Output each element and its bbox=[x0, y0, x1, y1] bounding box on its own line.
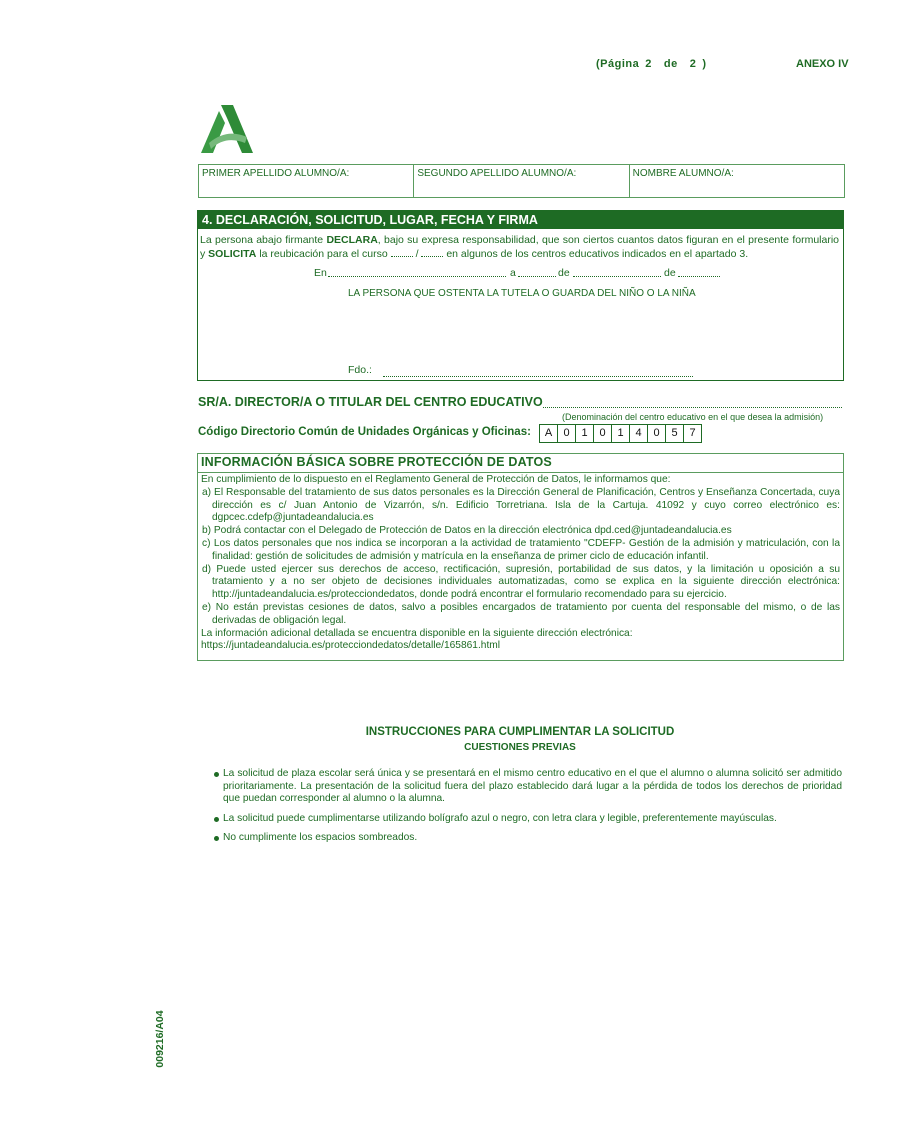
page-current: 2 bbox=[645, 58, 652, 70]
code-char: 0 bbox=[593, 424, 612, 443]
second-surname-label: SEGUNDO APELLIDO ALUMNO/A: bbox=[417, 168, 577, 179]
place-en-label: En bbox=[314, 267, 327, 279]
data-protection-url[interactable]: https://juntadeandalucia.es/protecciondedatos/detalle/165861.html bbox=[201, 640, 501, 652]
place-a-label: a bbox=[510, 267, 516, 279]
course-separator: / bbox=[415, 248, 419, 260]
bullet-icon bbox=[214, 772, 219, 777]
student-name-field[interactable] bbox=[630, 165, 844, 197]
instruction-text: La solicitud puede cumplimentarse utilizando bolígrafo azul o negro, con letra clara y legible, preferentemente mayúsculas. bbox=[223, 812, 777, 824]
declaration-text-b: , bajo su expresa responsabilidad, que son ciertos cuantos datos figuran en el presente formulario y bbox=[200, 234, 840, 260]
page-header bbox=[0, 58, 912, 72]
director-label: SR/A. DIRECTOR/A O TITULAR DEL CENTRO EDUCATIVO bbox=[198, 395, 543, 409]
declaration-text bbox=[200, 234, 839, 261]
divider bbox=[198, 472, 843, 473]
declaration-section bbox=[197, 210, 844, 381]
signature-field[interactable] bbox=[383, 376, 693, 377]
day-field[interactable] bbox=[518, 267, 556, 277]
bullet-icon bbox=[214, 817, 219, 822]
data-protection-item: b) Podrá contactar con el Delegado de Protección de Datos en la dirección electrónica dpd.ced@juntadeandalucia.es bbox=[202, 525, 732, 537]
declaration-text-d: en algunos de los centros educativos indicados en el apartado 3. bbox=[443, 248, 749, 260]
declaration-text-c: la reubicación para el curso bbox=[256, 248, 391, 260]
month-field[interactable] bbox=[573, 267, 661, 277]
bullet-icon bbox=[214, 836, 219, 841]
data-protection-more-info: La información adicional detallada se encuentra disponible en la siguiente dirección electrónica: bbox=[201, 627, 633, 639]
junta-andalucia-logo-icon bbox=[199, 103, 255, 155]
data-protection-item: a) El Responsable del tratamiento de sus datos personales es la Dirección General de Planificación, Centros y Enseñanza Concertada, cuya dirección es c/ Juan Antonio de Vizarrón, s/n. Edificio Torretriana. Isla de la Cartuja. 41092 y cuyo correo electrónico es: dgpcec.cdefp@juntadeandalucia.es bbox=[202, 486, 840, 524]
page-suffix: ) bbox=[702, 58, 707, 70]
data-protection-item: c) Los datos personales que nos indica se incorporan a la actividad de tratamiento "CDEFP- Gestión de la admisión y matriculación, con la finalidad: gestión de solicitudes de admisión y matrícula en la enseñanza de primer ciclo de educación infantil. bbox=[202, 537, 840, 562]
document-code: 009216/A04 bbox=[154, 1010, 166, 1068]
section-title: 4. DECLARACIÓN, SOLICITUD, LUGAR, FECHA Y FIRMA bbox=[198, 211, 843, 229]
annex-label: ANEXO IV bbox=[796, 58, 849, 70]
course-year-start-field[interactable] bbox=[391, 247, 413, 257]
director-center-field[interactable] bbox=[543, 407, 842, 408]
data-protection-intro: En cumplimiento de lo dispuesto en el Reglamento General de Protección de Datos, le informamos que: bbox=[201, 474, 671, 485]
code-char: 7 bbox=[683, 424, 702, 443]
second-surname-field[interactable] bbox=[414, 165, 629, 197]
code-char: 4 bbox=[629, 424, 648, 443]
code-char: 1 bbox=[611, 424, 630, 443]
page-prefix: (Página bbox=[596, 58, 640, 70]
page-total: 2 bbox=[689, 58, 697, 70]
place-date-line bbox=[198, 267, 843, 281]
first-surname-label: PRIMER APELLIDO ALUMNO/A: bbox=[202, 168, 350, 179]
code-char: 0 bbox=[647, 424, 666, 443]
data-protection-body bbox=[201, 474, 840, 653]
code-char: 5 bbox=[665, 424, 684, 443]
instructions-list bbox=[214, 768, 842, 852]
solicita-word: SOLICITA bbox=[208, 248, 257, 260]
director-note: (Denominación del centro educativo en el que desea la admisión) bbox=[562, 412, 824, 422]
declaration-text-a: La persona abajo firmante bbox=[200, 234, 327, 246]
year-field[interactable] bbox=[678, 267, 720, 277]
place-field[interactable] bbox=[328, 267, 506, 277]
instructions-subtitle: CUESTIONES PREVIAS bbox=[464, 742, 576, 753]
student-name-label: NOMBRE ALUMNO/A: bbox=[632, 168, 734, 179]
page-number bbox=[596, 58, 707, 70]
declara-word: DECLARA bbox=[326, 234, 378, 246]
tutor-label: LA PERSONA QUE OSTENTA LA TUTELA O GUARDA DEL NIÑO O LA NIÑA bbox=[348, 288, 696, 299]
code-char: 1 bbox=[575, 424, 594, 443]
student-names-table bbox=[198, 164, 845, 198]
code-char: A bbox=[539, 424, 558, 443]
data-protection-item: e) No están previstas cesiones de datos, salvo a posibles encargados de tratamiento por cuenta del responsable del mismo, o de las derivadas de obligación legal. bbox=[202, 601, 840, 626]
place-de-label-1: de bbox=[558, 267, 570, 279]
instruction-text: La solicitud de plaza escolar será única y se presentará en el mismo centro educativo en el que el alumno o alumna solicitó ser admitido prioritariamente. La presentación de la solicitud fuera del plazo establecido dará lugar a la pérdida de todos los derechos de prioridad que puedan corresponder al alumno o la alumna. bbox=[223, 768, 842, 804]
list-item bbox=[214, 768, 842, 806]
list-item bbox=[214, 813, 842, 826]
place-de-label-2: de bbox=[664, 267, 676, 279]
instruction-text: No cumplimente los espacios sombreados. bbox=[223, 832, 418, 843]
code-char: 0 bbox=[557, 424, 576, 443]
code-boxes bbox=[539, 424, 701, 443]
instructions-title: INSTRUCCIONES PARA CUMPLIMENTAR LA SOLICITUD bbox=[365, 726, 675, 738]
list-item bbox=[214, 832, 842, 845]
data-protection-box bbox=[197, 453, 844, 661]
signature-label: Fdo.: bbox=[348, 364, 372, 376]
code-label: Código Directorio Común de Unidades Orgánicas y Oficinas: bbox=[198, 426, 531, 438]
page-of: de bbox=[663, 58, 678, 70]
course-year-end-field[interactable] bbox=[421, 247, 443, 257]
data-protection-item: d) Puede usted ejercer sus derechos de acceso, rectificación, supresión, portabilidad de sus datos, y la limitación u oposición a su tratamiento y a no ser objeto de decisiones individuales automatizadas, como se explica en la siguiente dirección electrónica: http://juntadeandalucia.es/protecciondedatos, donde podrá encontrar el formulario recomendado para su ejercicio. bbox=[202, 563, 840, 601]
data-protection-title: INFORMACIÓN BÁSICA SOBRE PROTECCIÓN DE DATOS bbox=[201, 455, 552, 469]
first-surname-field[interactable] bbox=[199, 165, 414, 197]
